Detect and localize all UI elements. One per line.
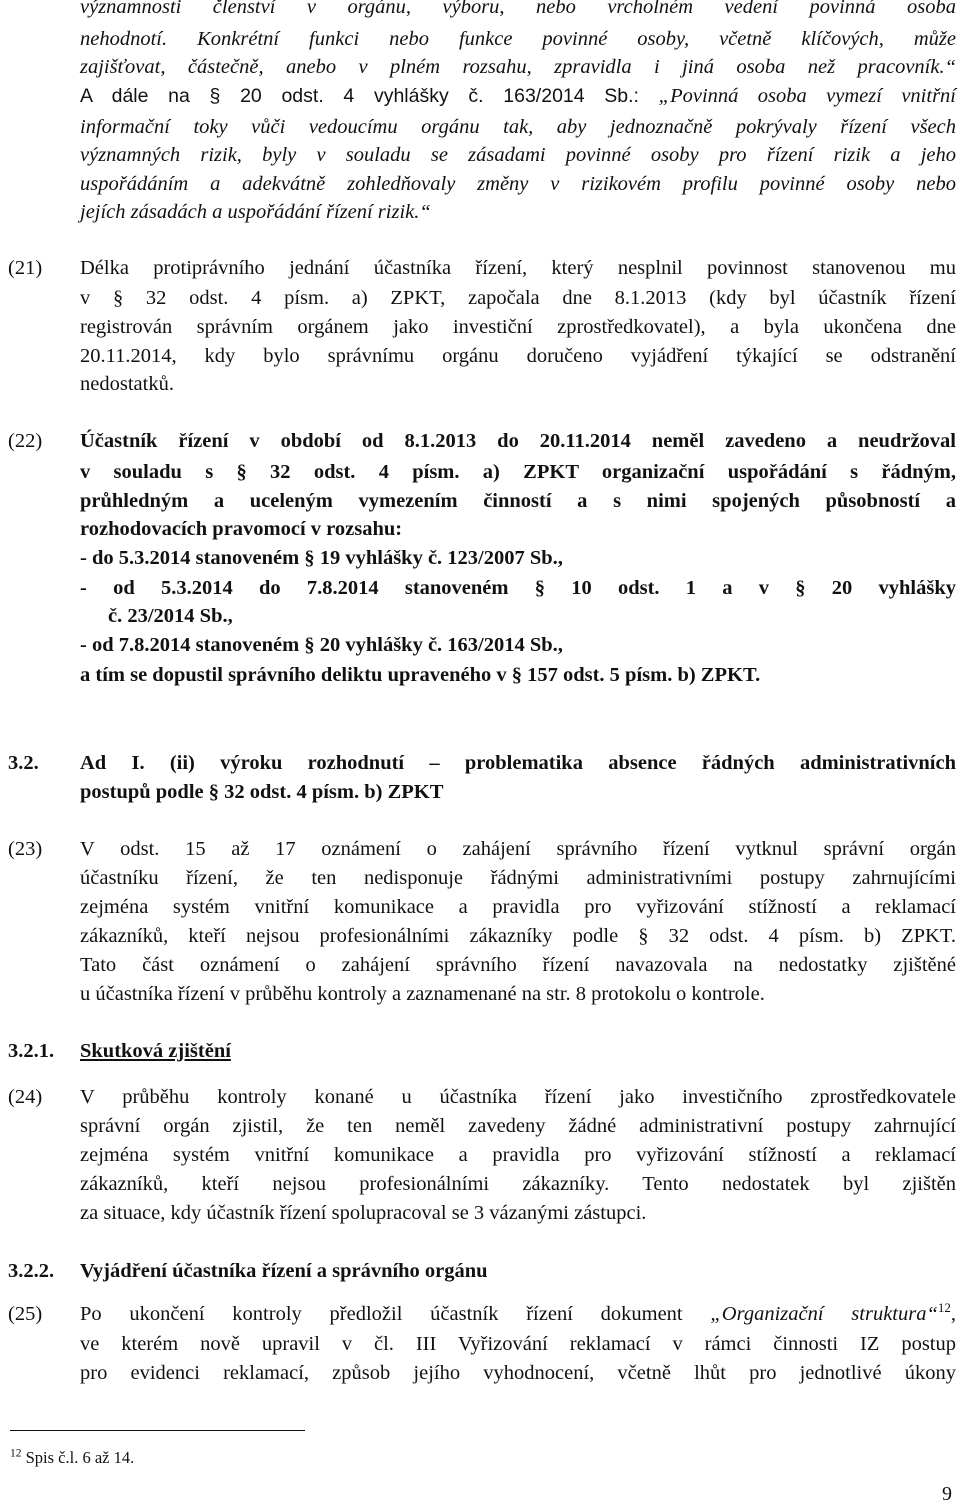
paragraph-line: zákazníků, kteří nejsou profesionálními zákazníky podle § 32 odst. 4 písm. b) ZPKT. (80, 925, 956, 947)
section-number: 3.2. (8, 752, 39, 774)
paragraph-line: rozhodovacích pravomocí v rozsahu: (80, 518, 403, 540)
quote-line: informační toky vůči vedoucímu orgánu tak, aby jednoznačně pokrývaly řízení všech (80, 116, 956, 138)
section-heading: Ad I. (ii) výroku rozhodnutí – problematika absence řádných administrativních (80, 752, 956, 774)
paragraph-line: správní orgán zjistil, že ten neměl zavedeny žádné administrativní postupy zahrnující (80, 1115, 956, 1137)
paragraph-line: a tím se dopustil správního deliktu upraveného v § 157 odst. 5 písm. b) ZPKT. (80, 664, 761, 686)
paragraph-line: pro evidenci reklamací, způsob jejího vyhodnocení, včetně lhůt pro jednotlivé úkony (80, 1362, 956, 1384)
paragraph-line (80, 1301, 956, 1327)
paragraph-line: V odst. 15 až 17 oznámení o zahájení správního řízení vytknul správní orgán (80, 838, 956, 860)
text-run: , (950, 1303, 956, 1325)
paragraph-number: (22) (8, 430, 43, 452)
paragraph-line: 20.11.2014, kdy bylo správnímu orgánu doručeno vyjádření týkající se odstranění (80, 345, 956, 367)
paragraph-line: za situace, kdy účastník řízení spolupracoval se 3 vázanými zástupci. (80, 1202, 647, 1224)
footnote (10, 1448, 134, 1468)
paragraph-number: (23) (8, 838, 43, 860)
quote-line: významnosti členství v orgánu, výboru, nebo vrcholném vedení povinná osoba (80, 0, 956, 18)
paragraph-line: průhledným a uceleným vymezením činností a s nimi spojených působností a (80, 490, 956, 512)
paragraph-line: zákazníků, kteří nejsou profesionálními zákazníky. Tento nedostatek byl zjištěn (80, 1173, 956, 1195)
footnote-text: Spis č.l. 6 až 14. (21, 1448, 135, 1467)
quote-line: významných rizik, byly v souladu se zásadami povinné osoby pro řízení rizik a jeho (80, 144, 956, 166)
paragraph-line: zejména systém vnitřní komunikace a pravidla pro vyřizování stížností a reklamací (80, 1144, 956, 1166)
paragraph-line: v souladu s § 32 odst. 4 písm. a) ZPKT organizační uspořádání s řádným, (80, 461, 956, 483)
section-number: 3.2.1. (8, 1040, 55, 1062)
page-number: 9 (942, 1483, 952, 1505)
paragraph-line: V průběhu kontroly konané u účastníka řízení jako investičního zprostředkovatele (80, 1086, 956, 1108)
section-heading: postupů podle § 32 odst. 4 písm. b) ZPKT (80, 781, 444, 803)
footnote-reference: 12 (937, 1300, 951, 1316)
footnote-divider (10, 1430, 305, 1431)
paragraph-line: Tato část oznámení o zahájení správního řízení navazovala na nedostatky zjištěné (80, 954, 956, 976)
paragraph-number: (21) (8, 257, 43, 279)
paragraph-number: (24) (8, 1086, 43, 1108)
paragraph-line: Účastník řízení v období od 8.1.2013 do 20.11.2014 neměl zavedeno a neudržoval (80, 430, 956, 452)
paragraph-line: v § 32 odst. 4 písm. a) ZPKT, započala dne 8.1.2013 (kdy byl účastník řízení (80, 287, 956, 309)
paragraph-line: ve kterém nově upravil v čl. III Vyřizování reklamací v rámci činnosti IZ postup (80, 1333, 956, 1355)
list-item-continuation: č. 23/2014 Sb., (108, 605, 233, 627)
mixed-line (80, 83, 956, 109)
quote-start: „Povinná osoba vymezí vnitřní (658, 85, 956, 107)
list-item: - od 7.8.2014 stanoveném § 20 vyhlášky č. 163/2014 Sb., (80, 634, 563, 656)
section-number: 3.2.2. (8, 1260, 55, 1282)
text-run: Po ukončení kontroly předložil účastník řízení dokument (80, 1303, 711, 1325)
quote-line: nehodnotí. Konkrétní funkci nebo funkce povinné osoby, včetně klíčových, může (80, 28, 956, 50)
reference-text: A dále na § 20 odst. 4 vyhlášky č. 163/2014 Sb.: (80, 85, 659, 107)
paragraph-number: (25) (8, 1303, 43, 1325)
paragraph-line: u účastníka řízení v průběhu kontroly a zaznamenané na str. 8 protokolu o kontrole. (80, 983, 765, 1005)
quote-line: jejích zásadách a uspořádání řízení rizik.“ (80, 201, 431, 223)
quote-line: uspořádáním a adekvátně zohledňovaly změny v rizikovém profilu povinné osoby nebo (80, 173, 956, 195)
list-item: - do 5.3.2014 stanoveném § 19 vyhlášky č. 123/2007 Sb., (80, 547, 563, 569)
paragraph-line: registrován správním orgánem jako investiční zprostředkovatel), a byla ukončena dne (80, 316, 956, 338)
section-heading: Vyjádření účastníka řízení a správního orgánu (80, 1260, 488, 1282)
paragraph-line: účastníku řízení, že ten nedisponuje řádnými administrativními postupy zahrnujícími (80, 867, 956, 889)
quote-line: zajišťovat, částečně, anebo v plném rozsahu, zpravidla i jiná osoba než pracovník.“ (80, 56, 956, 78)
paragraph-line: zejména systém vnitřní komunikace a pravidla pro vyřizování stížností a reklamací (80, 896, 956, 918)
paragraph-line: Délka protiprávního jednání účastníka řízení, který nesplnil povinnost stanovenou mu (80, 257, 956, 279)
list-item: - od 5.3.2014 do 7.8.2014 stanoveném § 10 odst. 1 a v § 20 vyhlášky (80, 577, 956, 599)
document-title: „Organizační struktura“ (710, 1303, 938, 1325)
footnote-number: 12 (10, 1447, 22, 1460)
section-heading: Skutková zjištění (80, 1040, 231, 1062)
paragraph-line: nedostatků. (80, 373, 174, 395)
